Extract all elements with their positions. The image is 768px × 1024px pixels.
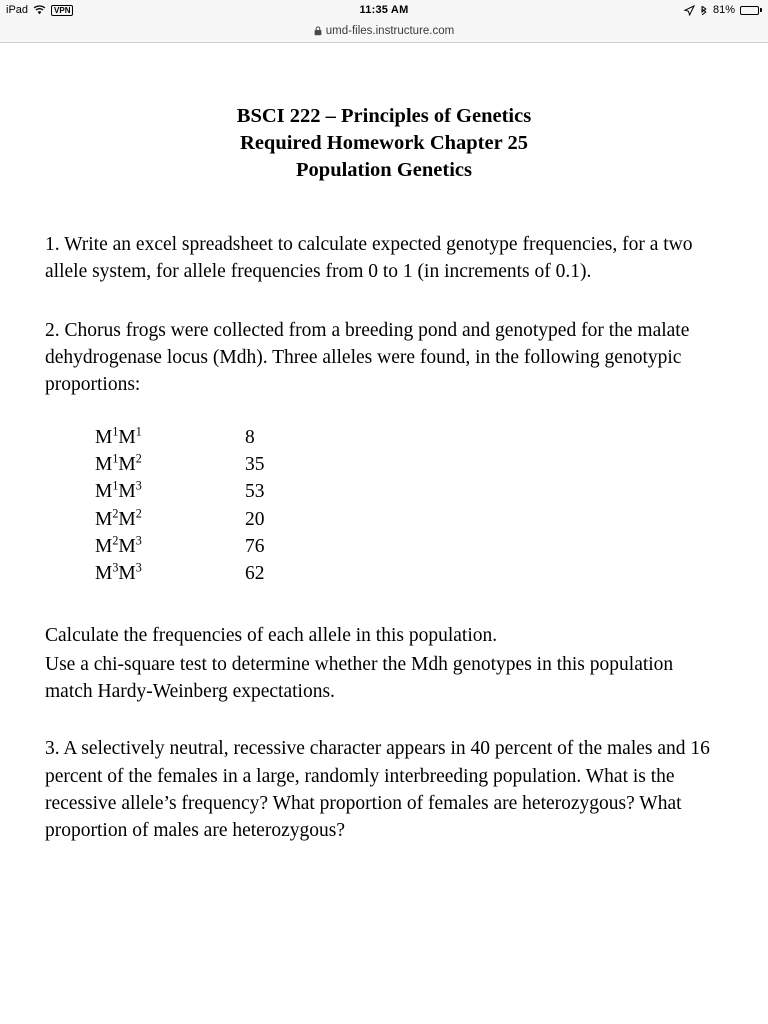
genotype-label: $M^1M^3$ — [95, 478, 142, 503]
title-line-2: Required Homework Chapter 25 — [240, 132, 528, 155]
vpn-badge: VPN — [51, 5, 73, 16]
device-label: iPad — [6, 4, 29, 16]
genotype-count: 20 — [245, 508, 265, 530]
document-body — [0, 103, 768, 844]
location-arrow-icon — [684, 5, 695, 16]
genotype-count: 76 — [245, 535, 265, 557]
question-3: 3. A selectively neutral, recessive character appears in 40 percent of the males and 16 percent of the females in a large, randomly interbreeding population. What is the recessive allele’s frequency? What proportion of females are heterozygous? What proportion of males are heterozygous? — [45, 738, 710, 842]
genotype-count: 8 — [245, 426, 255, 448]
table-row — [95, 424, 265, 451]
genotype-count: 35 — [245, 453, 265, 475]
genotype-label: $M^2M^2$ — [95, 506, 142, 530]
table-row — [95, 533, 265, 560]
genotype-label: $M^1M^1$ — [95, 424, 142, 448]
question-1: 1. Write an excel spreadsheet to calculate expected genotype frequencies, for a two allele system, for allele frequencies from 0 to 1 (in increments of 0.1). — [45, 234, 693, 283]
table-row — [95, 506, 265, 533]
status-bar-right — [684, 4, 762, 16]
status-bar-clock: 11:35 AM — [359, 4, 409, 16]
table-row — [95, 478, 265, 505]
genotype-table-body — [95, 424, 265, 588]
battery-icon — [740, 6, 762, 15]
genotype-count: 62 — [245, 563, 265, 585]
table-row — [95, 451, 265, 478]
lock-icon — [314, 26, 322, 36]
document-title — [45, 103, 723, 184]
title-line-3: Population Genetics — [296, 159, 472, 182]
ios-status-bar — [0, 0, 768, 20]
calc-line-1: Calculate the frequencies of each allele in this population. — [45, 625, 498, 647]
table-row — [95, 560, 265, 587]
title-line-1: BSCI 222 – Principles of Genetics — [236, 105, 532, 127]
calculation-instructions — [45, 622, 723, 705]
browser-address-bar[interactable] — [0, 20, 768, 43]
calc-line-2: Use a chi-square test to determine whether the Mdh genotypes in this population match Hardy-Weinberg expectations. — [45, 653, 674, 702]
genotype-label: $M^1M^2$ — [95, 451, 142, 475]
genotype-proportions-table — [95, 424, 265, 588]
genotype-count: 53 — [245, 481, 265, 503]
genotype-label: $M^2M^3$ — [95, 533, 142, 557]
question-2: 2. Chorus frogs were collected from a breeding pond and genotyped for the malate dehydrogenase locus (Mdh). Three alleles were found, in the following genotypic proportions: — [45, 319, 690, 396]
bluetooth-icon — [700, 5, 708, 16]
battery-percent-label: 81% — [712, 4, 735, 16]
url-text: umd-files.instructure.com — [325, 25, 455, 37]
genotype-label: $M^3M^3$ — [95, 560, 142, 585]
